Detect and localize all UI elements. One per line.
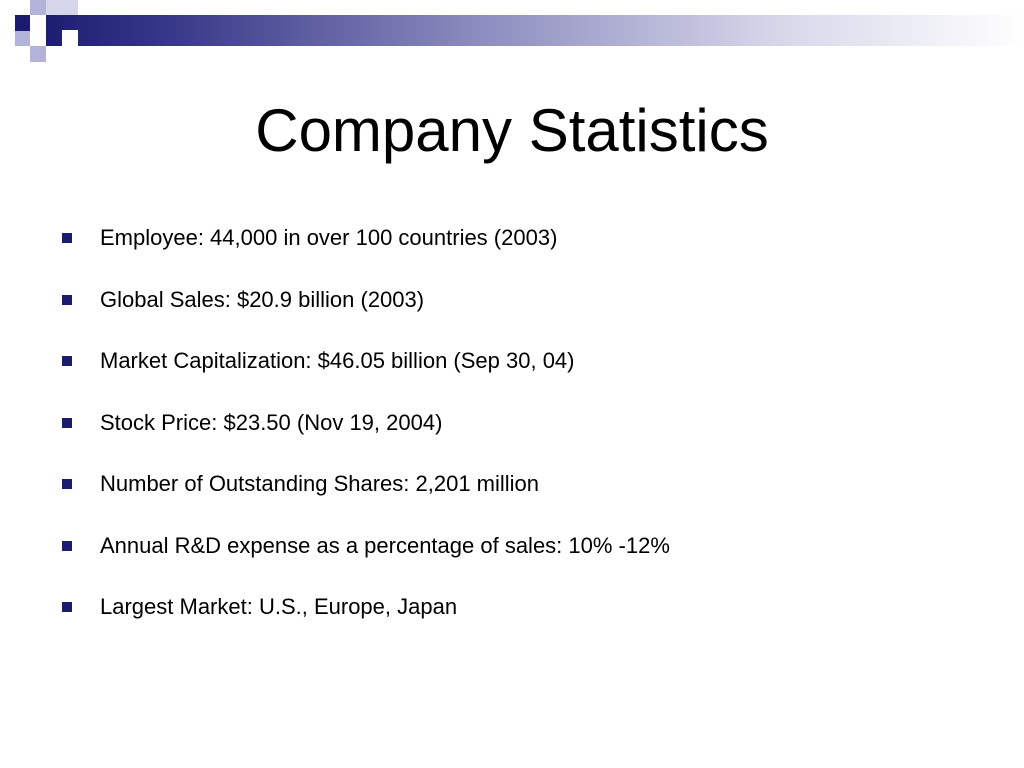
- square-bullet-icon: [62, 233, 72, 243]
- square-bullet-icon: [62, 295, 72, 305]
- list-item: [62, 343, 982, 379]
- bullet-text: Market Capitalization: $46.05 billion (Sep 30, 04): [100, 348, 575, 373]
- decor-square: [62, 0, 78, 15]
- square-bullet-icon: [62, 356, 72, 366]
- bullet-text: Annual R&D expense as a percentage of sales: 10% -12%: [100, 532, 670, 558]
- decor-square: [46, 0, 62, 15]
- decor-square: [15, 15, 31, 31]
- square-bullet-icon: [62, 479, 72, 489]
- decor-square: [30, 15, 46, 31]
- decor-square: [30, 0, 46, 16]
- square-bullet-icon: [62, 602, 72, 612]
- slide-title: Company Statistics: [255, 97, 769, 164]
- bullet-text: Number of Outstanding Shares: 2,201 million: [100, 471, 540, 496]
- bullet-list: [62, 220, 982, 651]
- bullet-text: Employee: 44,000 in over 100 countries (2003): [100, 225, 558, 250]
- bullet-text: Largest Market: U.S., Europe, Japan: [100, 594, 458, 619]
- decor-square: [30, 31, 46, 46]
- list-item: [62, 466, 982, 502]
- list-item: [62, 282, 982, 318]
- header-gradient-banner: [30, 15, 1024, 46]
- decor-square: [30, 46, 46, 62]
- bullet-text: Stock Price: $23.50 (Nov 19, 2004): [100, 409, 443, 435]
- decor-square: [15, 31, 31, 46]
- list-item: [62, 589, 982, 625]
- square-bullet-icon: [62, 541, 72, 551]
- list-item: [62, 528, 982, 564]
- square-bullet-icon: [62, 418, 72, 428]
- list-item: [62, 220, 982, 256]
- bullet-text: Global Sales: $20.9 billion (2003): [100, 286, 425, 312]
- list-item: [62, 405, 982, 441]
- decor-square: [62, 30, 78, 46]
